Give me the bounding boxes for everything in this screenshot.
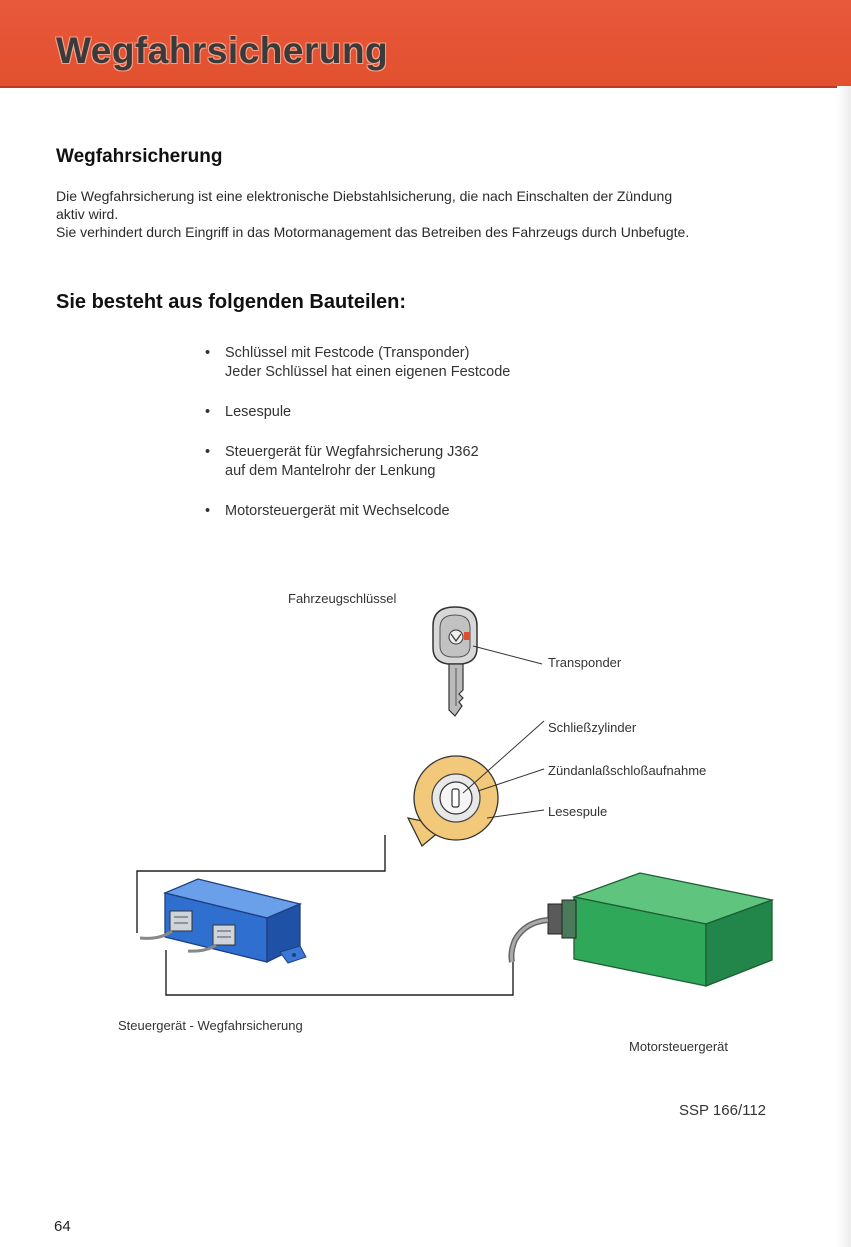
immobilizer-control-unit [140, 879, 306, 963]
list-item-line: auf dem Mantelrohr der Lenkung [225, 463, 436, 479]
list-item-line: • Motorsteuergerät mit Wechselcode [225, 503, 450, 519]
vehicle-key-icon [433, 607, 477, 716]
intro-line: Sie verhindert durch Eingriff in das Motormanagement das Betreiben des Fahrzeugs durch Unbefugte. [56, 224, 690, 240]
wire-immobilizer-to-ecu [166, 950, 513, 995]
engine-control-unit [511, 873, 772, 986]
list-item-line: • Steuergerät für Wegfahrsicherung J362 [225, 444, 479, 460]
label-lock-cylinder: Schließzylinder [548, 720, 637, 735]
leader-transponder [473, 646, 542, 664]
intro-line: Die Wegfahrsicherung ist eine elektronische Diebstahlsicherung, die nach Einschalten der Zündung [56, 188, 673, 204]
ssp-reference: SSP 166/112 [679, 1102, 767, 1119]
section-heading: Wegfahrsicherung [56, 146, 223, 167]
label-vehicle-key: Fahrzeugschlüssel [288, 591, 397, 606]
ignition-lock-icon [408, 756, 498, 846]
intro-line: aktiv wird. [56, 206, 119, 222]
list-item-line: Jeder Schlüssel hat einen eigenen Festcode [225, 364, 511, 380]
label-ignition-lock-housing: Zündanlaßschloßaufnahme [548, 763, 707, 778]
page-title: Wegfahrsicherung [56, 30, 389, 71]
label-reading-coil: Lesespule [548, 804, 608, 819]
label-engine-control-unit: Motorsteuergerät [629, 1039, 728, 1054]
page-number: 64 [54, 1218, 71, 1235]
label-transponder: Transponder [548, 655, 622, 670]
list-item-line: • Schlüssel mit Festcode (Transponder) [225, 345, 470, 361]
components-heading: Sie besteht aus folgenden Bauteilen: [56, 291, 407, 313]
list-item-line: • Lesespule [225, 404, 292, 420]
label-immobilizer-unit: Steuergerät - Wegfahrsicherung [118, 1018, 303, 1033]
